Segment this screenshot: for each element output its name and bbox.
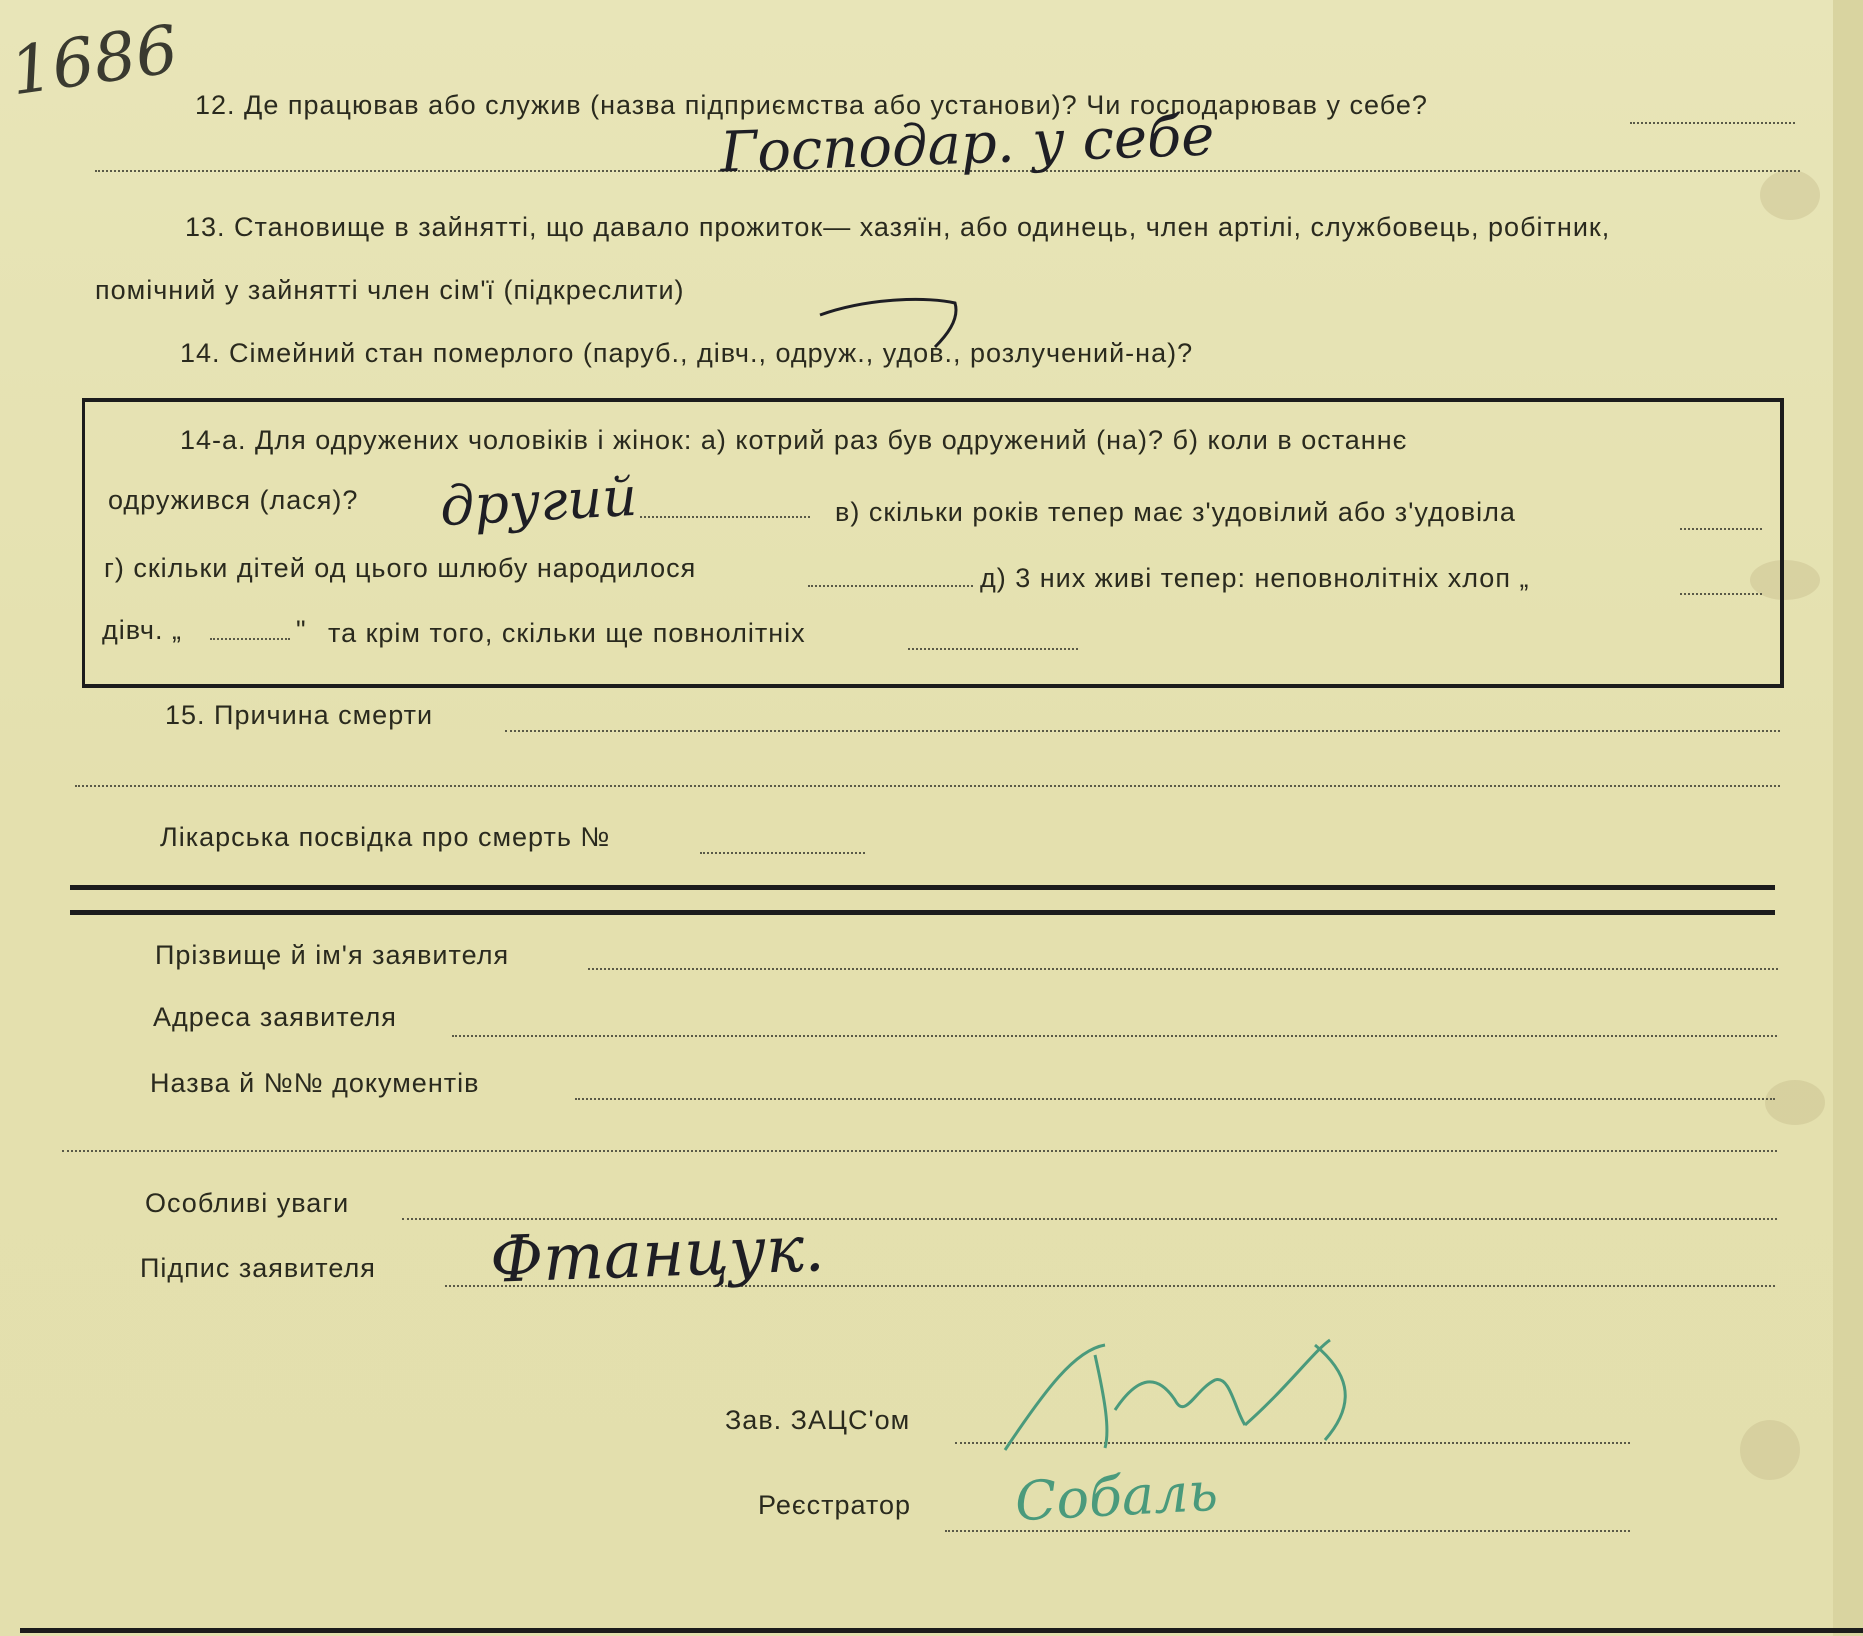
q15-line (505, 730, 1780, 732)
q14-label: 14. Сімейний стан померлого (паруб., дівч., одруж., удов., розлучений-на)? (180, 338, 1194, 368)
bottom-rule (20, 1628, 1863, 1633)
applicant-name-label: Прізвище й ім'я заявителя (155, 940, 510, 970)
q14a-line1: 14-а. Для одружених чоловіків і жінок: а) котрий раз був одружений (на)? б) коли в останнє (180, 425, 1408, 455)
applicant-name-line (588, 968, 1778, 970)
applicant-docs-label: Назва й №№ документів (150, 1068, 480, 1098)
q14a-line3-end-blank (1680, 593, 1762, 595)
archive-number: 1686 (5, 10, 183, 111)
q12-line (1630, 122, 1795, 124)
q15-label: 15. Причина смерти (165, 700, 434, 730)
q12-label: 12. Де працював або служив (назва підприємства або установи)? Чи господарював у себе? (195, 90, 1428, 120)
q14a-line2-answer: другий (438, 464, 639, 539)
q14a-line3-end: д) 3 них живі тепер: неповнолітніх хлоп „ (980, 563, 1530, 593)
q14a-line3-blank (808, 585, 973, 587)
applicant-docs-line-2 (62, 1150, 1777, 1152)
head-label: Зав. ЗАЦС'ом (725, 1405, 911, 1435)
paper-stain (1765, 1080, 1825, 1125)
applicant-notes-label: Особливі уваги (145, 1188, 350, 1218)
section-divider-2 (70, 910, 1775, 915)
q15-line-2 (75, 785, 1780, 787)
medical-line (700, 852, 865, 854)
q14a-line2-end: в) скільки років тепер має з'удовілий або з'удовіла (835, 497, 1516, 527)
applicant-address-label: Адреса заявителя (153, 1002, 397, 1032)
registrar-signature: Собаль (1013, 1459, 1220, 1534)
q14a-line4-blank (210, 638, 290, 640)
medical-label: Лікарська посвідка про смерть № (160, 822, 611, 852)
q14a-line4-end-blank (908, 648, 1078, 650)
q13-label-line1: 13. Становище в зайнятті, що давало прожиток— хазяїн, або одинець, член артілі, службовець, робітник, (185, 212, 1611, 242)
applicant-address-line (452, 1035, 1777, 1037)
q14a-line4-start: дівч. „ (102, 615, 182, 645)
registrar-label: Реєстратор (758, 1490, 912, 1520)
q13-label-line2: помічний у зайнятті член сім'ї (підкреслити) (95, 275, 685, 305)
q14a-line4-quote: " (296, 615, 307, 645)
paper-stain (1760, 170, 1820, 220)
q14a-line4-end: та крім того, скільки ще повнолітніх (328, 618, 806, 648)
q12-answer: Господар. у себе (719, 103, 1216, 186)
q14a-line2-start: одружився (лася)? (108, 485, 359, 515)
q14a-line3-start: г) скільки дітей од цього шлюбу народилося (104, 553, 697, 583)
applicant-signature-label: Підпис заявителя (140, 1253, 376, 1283)
section-divider (70, 885, 1775, 890)
q14a-line2-blank (640, 516, 810, 518)
applicant-signature: Фтанцук. (488, 1212, 826, 1298)
paper-edge (1833, 0, 1863, 1636)
head-signature-mark (985, 1330, 1365, 1470)
applicant-docs-line (575, 1098, 1775, 1100)
q14a-line2-end-blank (1680, 528, 1762, 530)
paper-stain (1740, 1420, 1800, 1480)
